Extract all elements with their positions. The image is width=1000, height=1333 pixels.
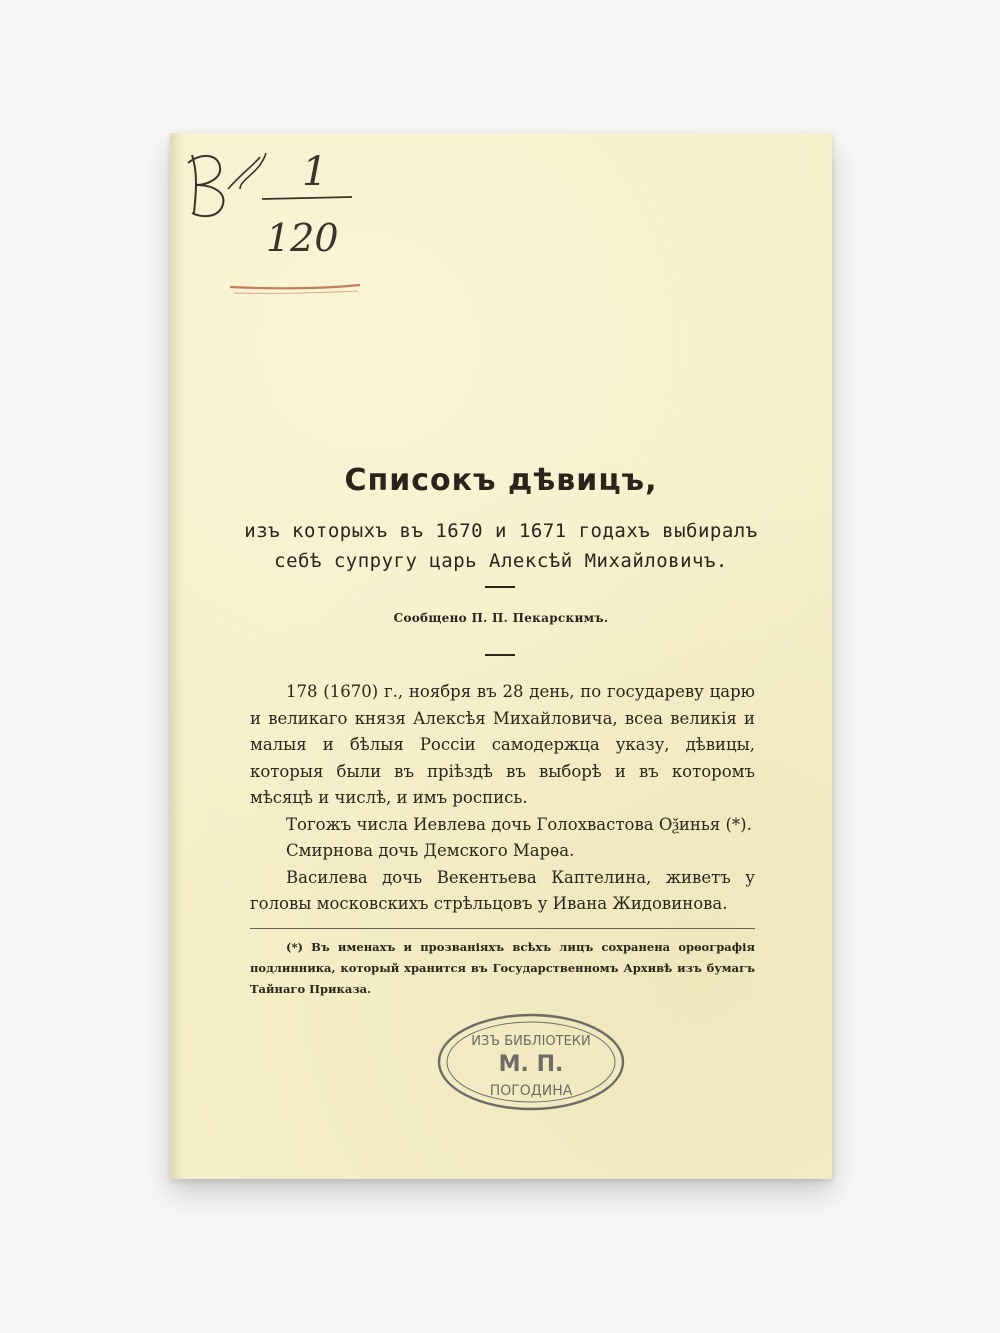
stamp-line-1: ИЗЪ БИБЛІОТЕКИ <box>471 1034 591 1049</box>
stamp-line-2: М. П. <box>498 1052 564 1077</box>
shelfmark-denominator: 120 <box>266 216 339 260</box>
paragraph: Смирнова дочь Демского Марѳа. <box>286 841 575 860</box>
separator-rule <box>485 586 515 588</box>
body-text <box>250 679 755 918</box>
library-stamp <box>435 1011 627 1113</box>
paragraph: Тогожъ числа Иевлева дочь Голохвастова Оѯинья (*). <box>286 814 752 834</box>
shelfmark-numerator: 1 <box>302 149 328 195</box>
document-title: Списокъ дѣвицъ, <box>344 463 658 498</box>
footnote-rule <box>250 928 755 929</box>
footnote: (*) Въ именахъ и прозваніяхъ всѣхъ лицъ сохранена орѳографія подлинника, который хранится въ Государственномъ Архивѣ изъ бумагъ Тайнаго Приказа. <box>250 940 755 996</box>
stamp-line-3: ПОГОДИНА <box>489 1083 573 1099</box>
paragraph: Василева дочь Векентьева Каптелина, живетъ у головы московскихъ стрѣльцовъ у Ивана Жидовинова. <box>250 867 755 913</box>
handwritten-shelfmark <box>170 133 370 313</box>
document-subtitle <box>230 516 772 576</box>
paragraph: 178 (1670) г., ноября въ 28 день, по государеву царю и великаго князя Алексѣя Михайловича, всеа великія и малыя и бѣлыя Россіи самодержца указу, дѣвицы, которыя были въ пріѣздѣ въ выборѣ и въ которомъ мѣсяцѣ и числѣ, и имъ роспись. <box>250 682 755 807</box>
book-page <box>170 133 832 1179</box>
subtitle-line-1: изъ которыхъ въ 1670 и 1671 годахъ выбиралъ <box>244 520 758 542</box>
subtitle-line-2: себѣ супругу царь Алексѣй Михайловичъ. <box>274 550 728 572</box>
separator-rule <box>485 654 515 656</box>
communicated-by: Сообщено П. П. Пекарскимъ. <box>393 611 609 625</box>
